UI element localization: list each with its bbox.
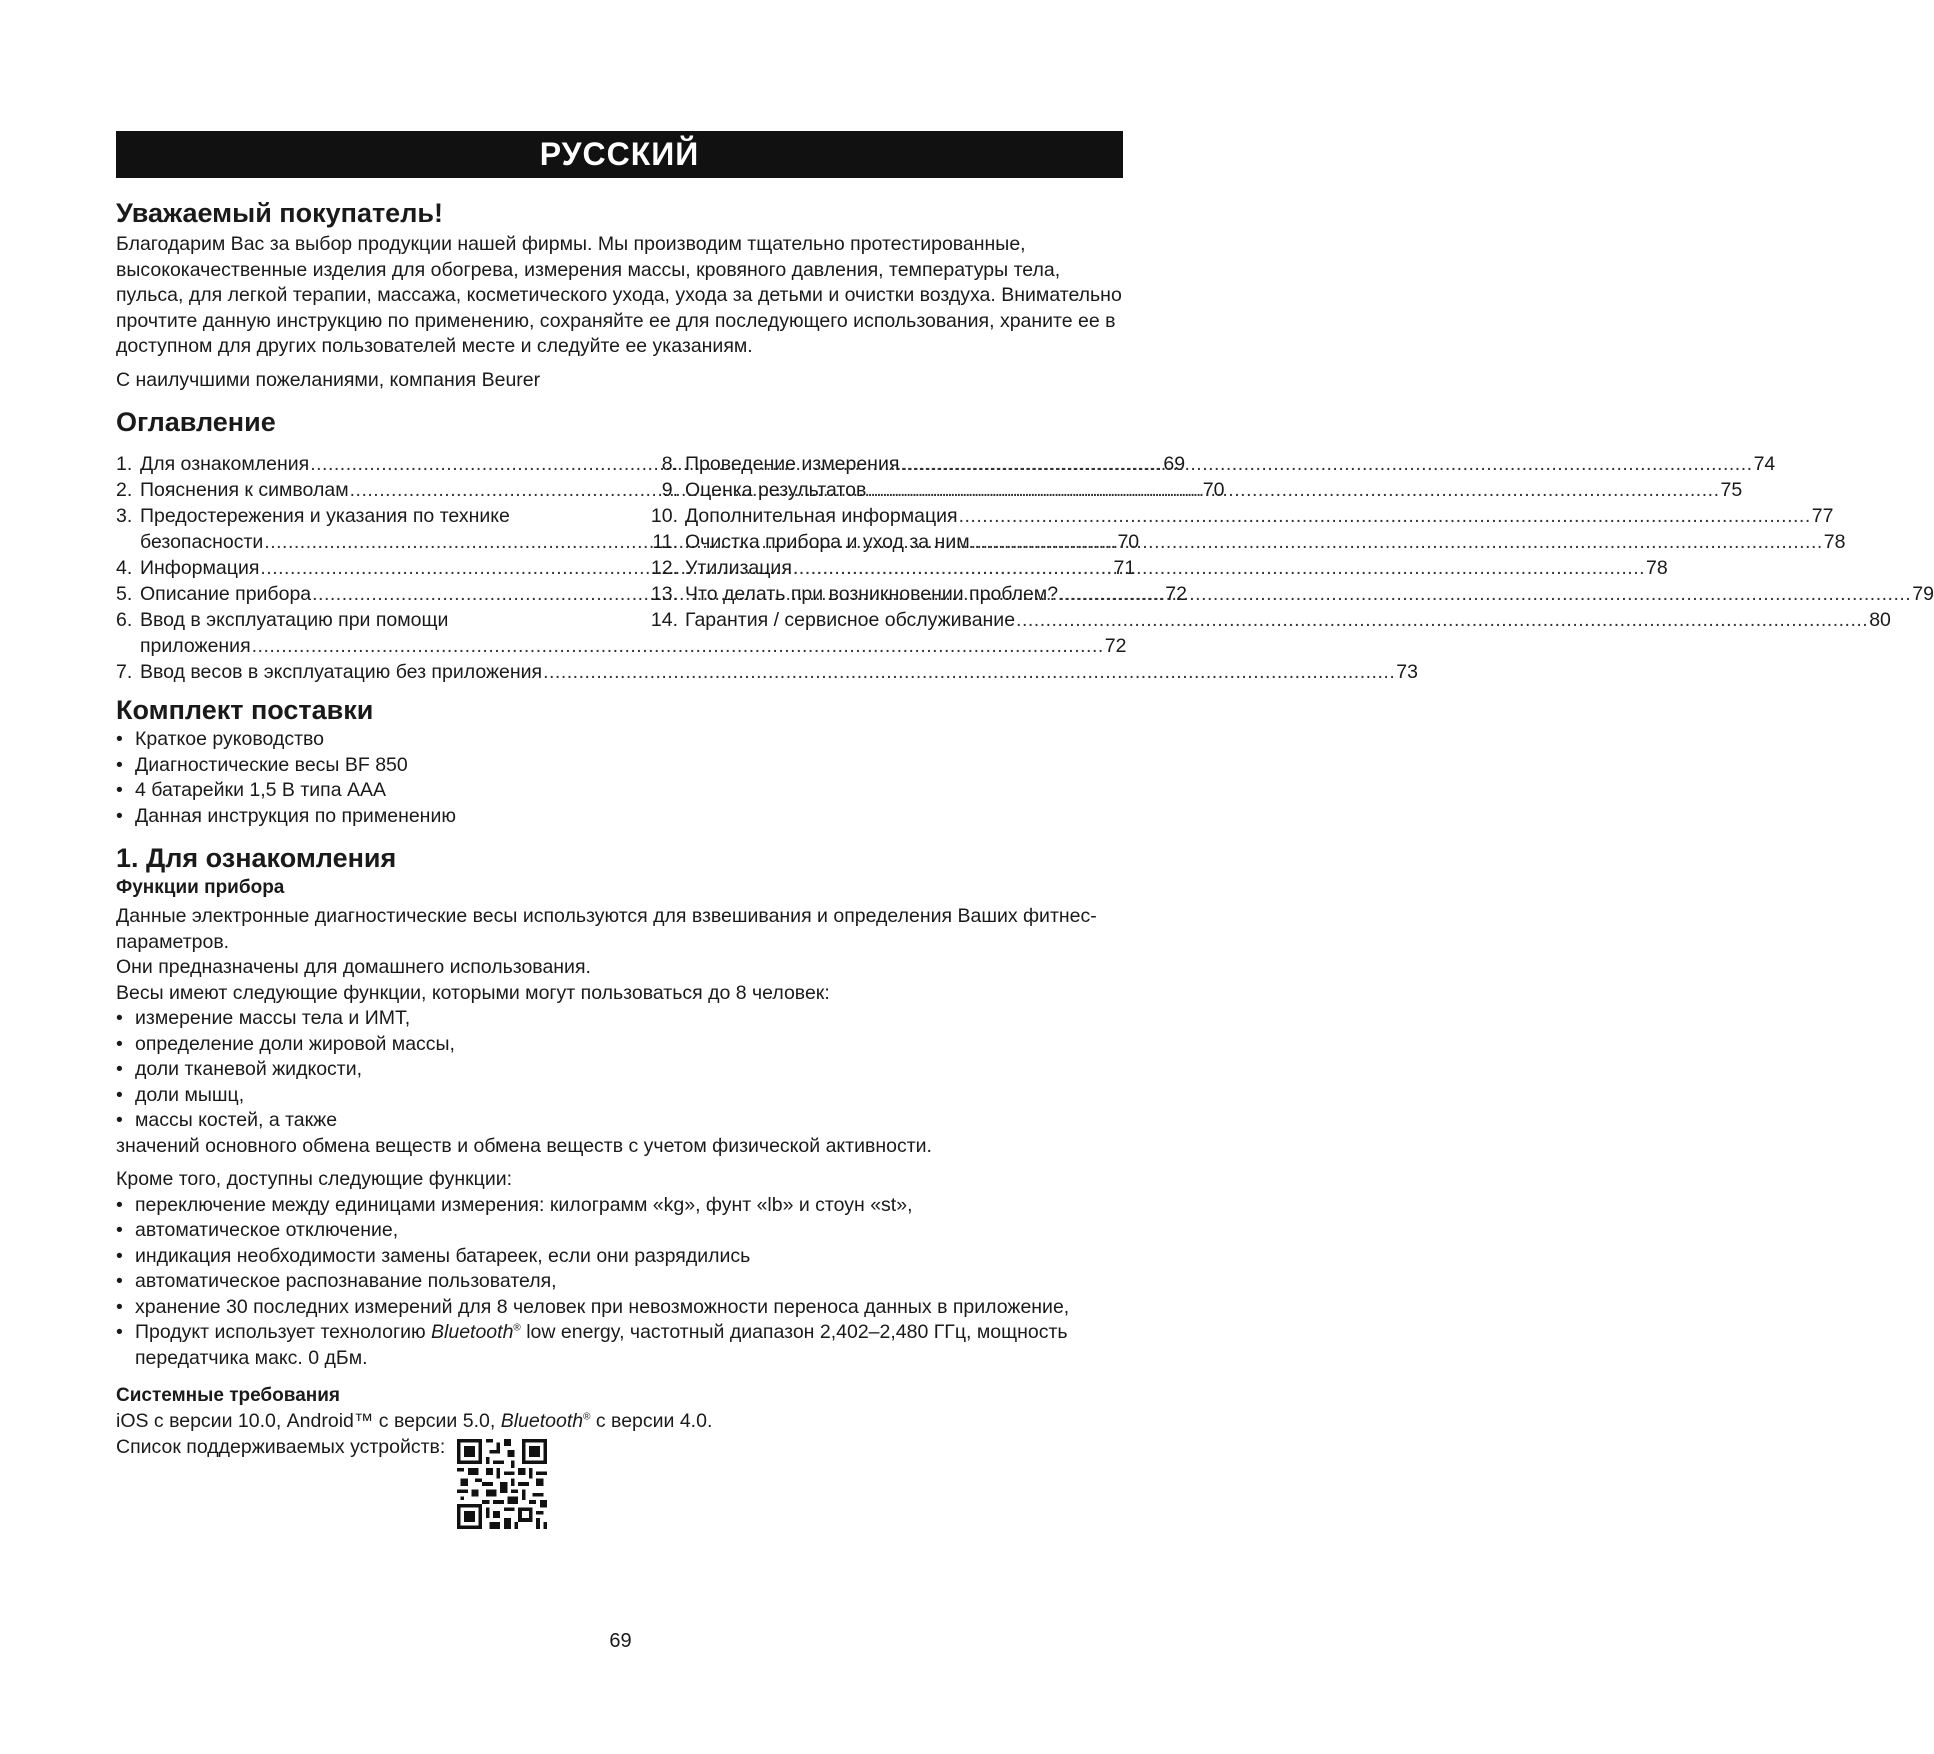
toc-text: Ввод весов в эксплуатацию без приложения [140, 661, 543, 683]
toc-entry[interactable] [642, 529, 1846, 555]
list-item: • 4 батарейки 1,5 В типа ААА [116, 778, 1126, 804]
extra-functions-intro: Кроме того, доступны следующие функции: [116, 1168, 513, 1190]
toc-entry[interactable] [642, 503, 1834, 529]
list-item-bluetooth: • Продукт использует технологию Bluetooth® low energy, частотный диапазон 2,402–2,480 ГГц, мощность передатчика макс. 0 дБм. [116, 1320, 1126, 1371]
toc-text: Информация [140, 557, 260, 579]
list-item: • Данная инструкция по применению [116, 804, 1126, 830]
toc-number: 5. [116, 583, 133, 605]
list-item: • определение доли жировой массы, [116, 1032, 1126, 1058]
toc-number: 6. [116, 609, 133, 631]
section-1-title: 1. Для ознакомления [116, 843, 397, 873]
toc-number: 2. [116, 479, 133, 501]
toc-leader-dots [867, 477, 1719, 503]
toc-number: 7. [116, 661, 133, 683]
toc-title: Оглавление [116, 407, 276, 437]
toc-page-number: 70 [1117, 531, 1140, 553]
page-number: 69 [609, 1630, 632, 1652]
toc-text: Проведение измерения [685, 453, 900, 475]
toc-number: 4. [116, 557, 133, 579]
toc-page-number: 75 [1720, 479, 1743, 501]
page-content [116, 196, 1934, 1534]
toc-number: 12. [650, 557, 678, 579]
toc-text: Предостережения и указания по технике [140, 505, 510, 527]
extra-functions-list [116, 1193, 1126, 1372]
functions-para-2: Они предназначены для домашнего использования. [116, 956, 591, 978]
toc-text: Что делать при возникновении проблем? [685, 583, 1059, 605]
toc-number: 8. [661, 453, 678, 475]
functions-para-4: значений основного обмена веществ и обмена веществ с учетом физической активности. [116, 1134, 932, 1157]
toc-number: 9. [661, 479, 678, 501]
toc-entry[interactable] [642, 607, 1891, 633]
requirements-subtitle: Системные требования [116, 1385, 341, 1406]
toc-text: Гарантия / сервисное обслуживание [685, 609, 1016, 631]
regards-text: С наилучшими пожеланиями, компания Beurer [116, 368, 541, 391]
toc-page-number: 79 [1912, 583, 1934, 605]
toc-number: 14. [650, 609, 678, 631]
functions-subtitle: Функции прибора [116, 877, 285, 898]
toc-text: Утилизация [685, 557, 792, 579]
list-item: • доли мышц, [116, 1083, 1126, 1109]
table-of-contents [116, 451, 1934, 685]
toc-text: приложения [140, 635, 251, 657]
toc-page-number: 69 [1163, 453, 1186, 475]
devices-row [116, 1435, 1126, 1534]
list-item: • хранение 30 последних измерений для 8 человек при невозможности переноса данных в приложение, [116, 1295, 1126, 1321]
toc-page-number: 80 [1869, 609, 1891, 631]
delivery-title: Комплект поставки [116, 695, 374, 725]
toc-page-number: 74 [1753, 453, 1776, 475]
bluetooth-word: Bluetooth [500, 1410, 584, 1432]
bluetooth-word: Bluetooth [431, 1321, 514, 1343]
toc-page-number: 77 [1811, 505, 1834, 527]
list-item: • доли тканевой жидкости, [116, 1057, 1126, 1083]
greeting-title: Уважаемый покупатель! [116, 198, 443, 228]
list-item: • Краткое руководство [116, 727, 1126, 753]
toc-leader-dots [1016, 607, 1868, 633]
toc-text: Дополнительная информация [685, 505, 958, 527]
list-item: • индикация необходимости замены батареек, если они разрядились [116, 1244, 1126, 1270]
language-header: РУССКИЙ [116, 131, 1123, 178]
toc-number: 3. [116, 505, 133, 527]
toc-number: 11. [652, 531, 678, 553]
toc-entry[interactable] [642, 555, 1668, 581]
toc-page-number: 72 [1165, 583, 1187, 605]
functions-list [116, 1006, 1126, 1134]
toc-text: Пояснения к символам [140, 479, 349, 501]
toc-page-number: 70 [1202, 479, 1225, 501]
devices-label: Список поддерживаемых устройств: [116, 1435, 446, 1458]
list-item: • массы костей, а также [116, 1108, 1126, 1134]
toc-number: 1. [116, 453, 133, 475]
toc-leader-dots [971, 529, 1823, 555]
toc-text: безопасности [140, 531, 264, 553]
toc-text: Очистка прибора и уход за ним [685, 531, 970, 553]
toc-page-number: 78 [1823, 531, 1846, 553]
toc-text: Описание прибора [140, 583, 312, 605]
toc-page-number: 73 [1396, 661, 1418, 683]
intro-paragraph: Благодарим Вас за выбор продукции нашей фирмы. Мы производим тщательно протестированные, высококачественные изделия для обогрева, измерения массы, кровяного давления, температуры тела, пульса, для легкой терапии, массажа, косметического ухода, ухода за детьми и очистки воздуха. Внимательно прочтите данную инструкцию по применению, сохраняйте ее для последующего использования, храните ее в доступном для других пользователей месте и следуйте ее указаниям. [116, 233, 1122, 357]
list-item: • автоматическое распознавание пользователя, [116, 1269, 1126, 1295]
toc-entry[interactable] [116, 659, 1418, 685]
functions-para-3: Весы имеют следующие функции, которыми могут пользоваться до 8 человек: [116, 981, 830, 1004]
toc-leader-dots [1059, 581, 1911, 607]
toc-number: 10. [650, 505, 678, 527]
toc-leader-dots [793, 555, 1645, 581]
list-item: • переключение между единицами измерения: килограмм «kg», фунт «lb» и стоун «st», [116, 1193, 1126, 1219]
toc-page-number: 72 [1104, 635, 1127, 657]
toc-page-number: 71 [1113, 557, 1136, 579]
list-item: • измерение массы тела и ИМТ, [116, 1006, 1126, 1032]
qr-code-icon[interactable] [457, 1439, 547, 1534]
delivery-list [116, 727, 1126, 829]
toc-leader-dots [900, 451, 1752, 477]
toc-leader-dots [959, 503, 1811, 529]
toc-text: Для ознакомления [140, 453, 310, 475]
toc-number: 13. [650, 583, 678, 605]
list-item: • автоматическое отключение, [116, 1218, 1126, 1244]
toc-page-number: 78 [1646, 557, 1668, 579]
functions-para-1: Данные электронные диагностические весы используются для взвешивания и определения Ваших фитнес-параметров. [116, 905, 1097, 953]
requirements-text: iOS с версии 10.0, Android™ с версии 5.0, Bluetooth® с версии 4.0. [116, 1410, 713, 1432]
list-item: • Диагностические весы BF 850 [116, 753, 1126, 779]
toc-text: Ввод в эксплуатацию при помощи [140, 609, 449, 631]
toc-text: Оценка результатов [685, 479, 867, 501]
